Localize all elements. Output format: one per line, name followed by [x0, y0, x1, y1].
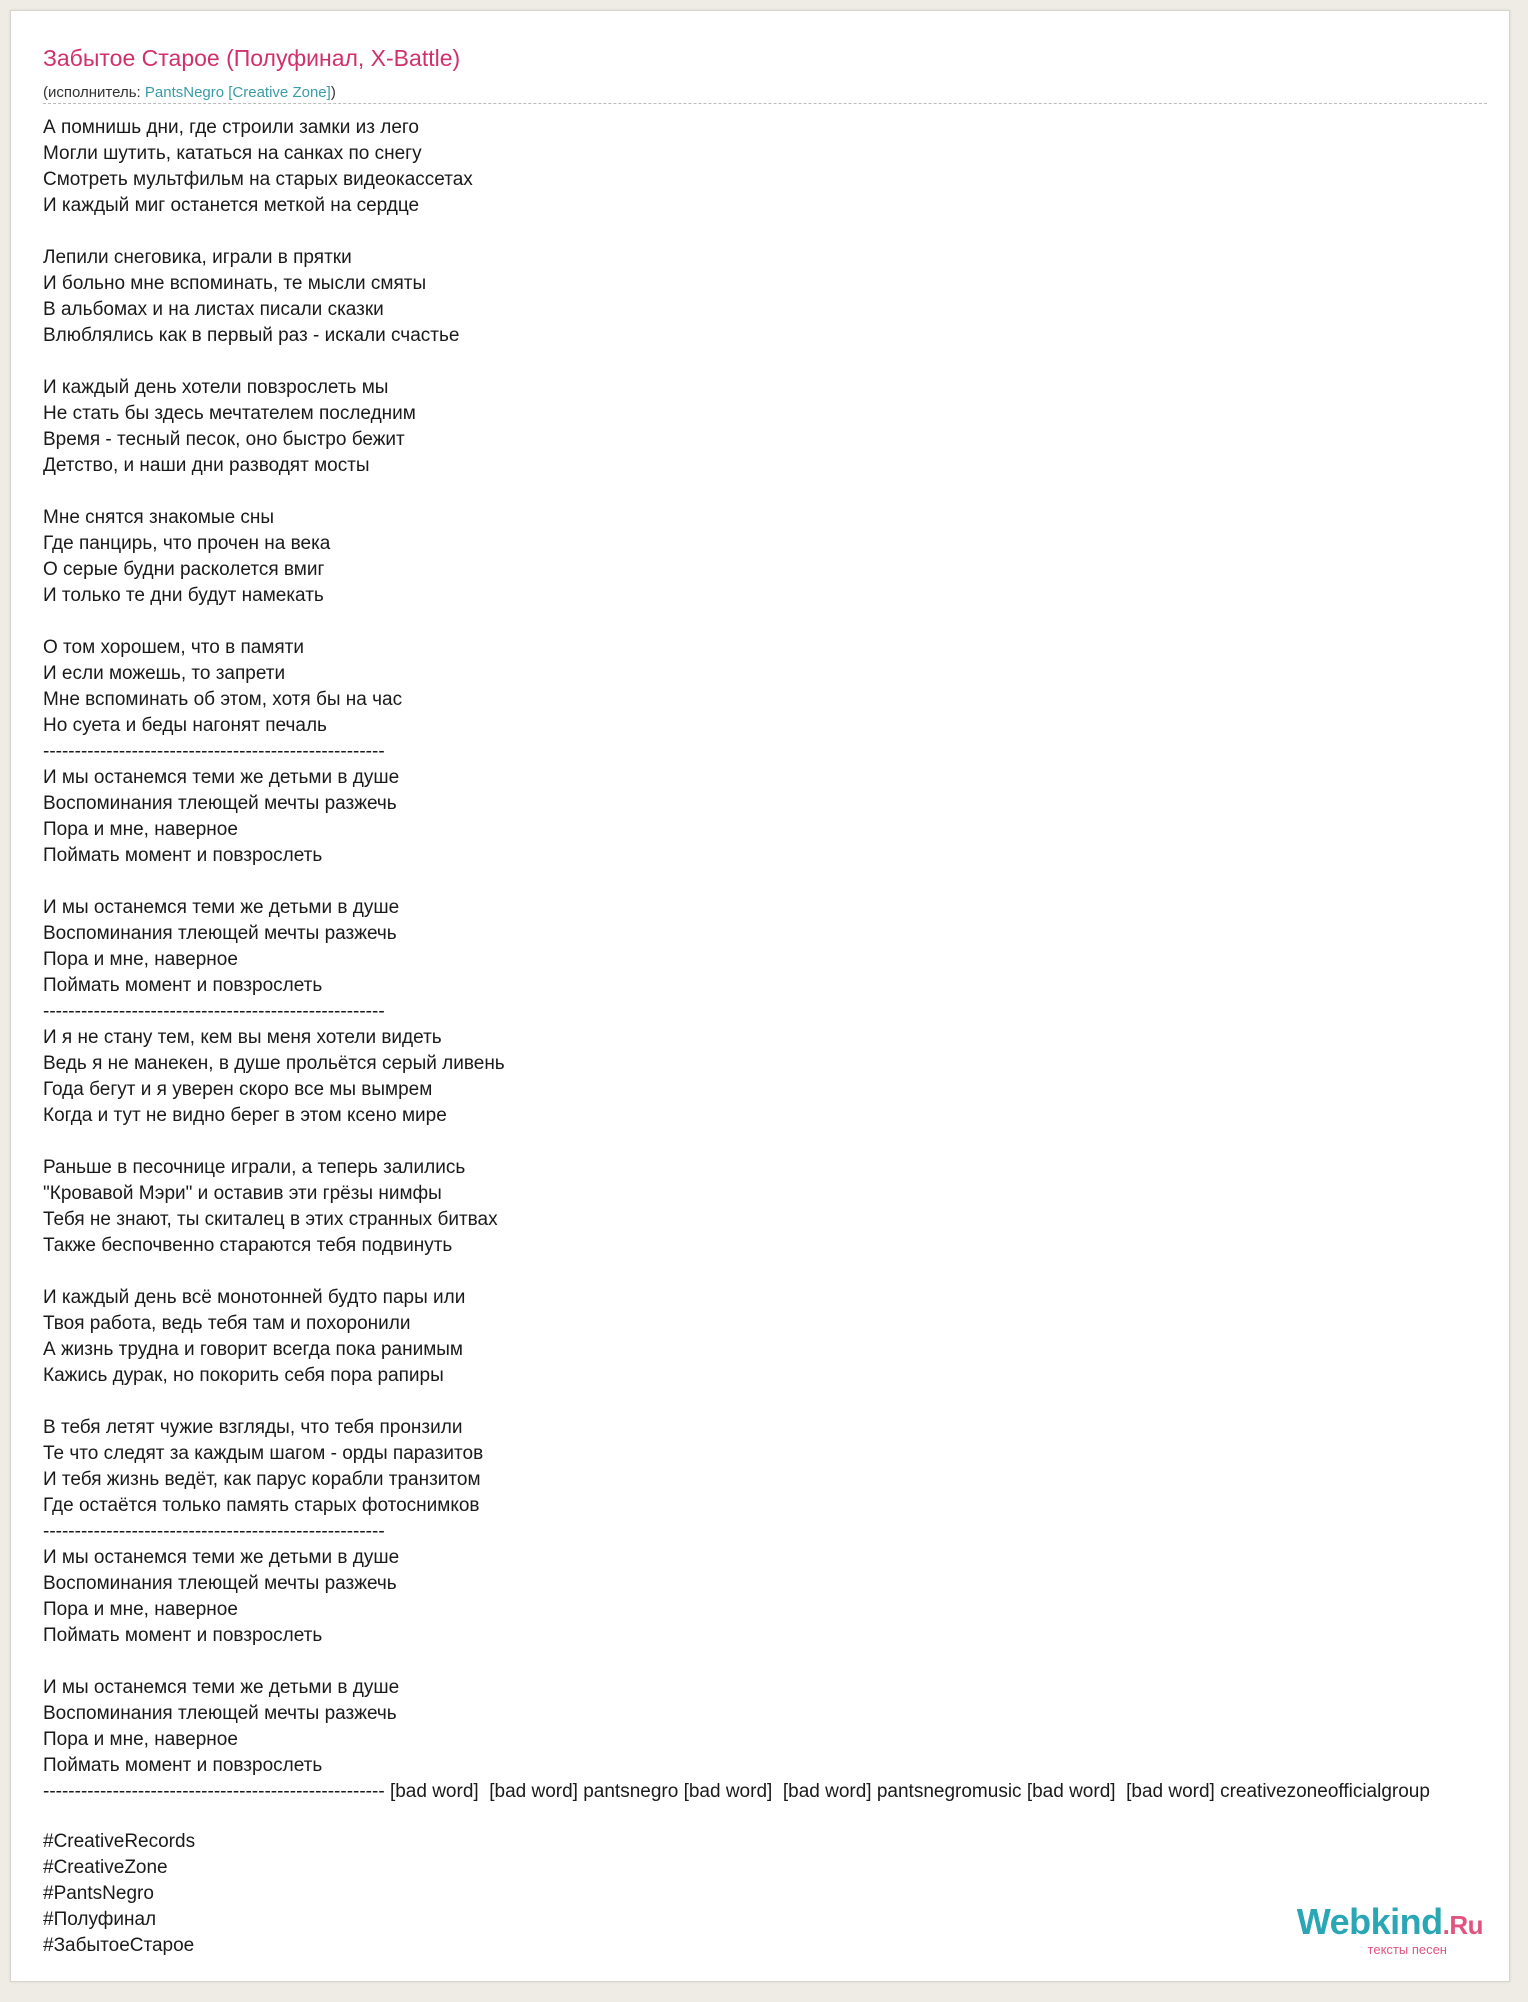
artist-link[interactable]: PantsNegro [Creative Zone] [144, 84, 331, 101]
lyric-line: Воспоминания тлеющей мечты разжечь [43, 793, 397, 814]
lyric-line: А помнишь дни, где строили замки из лего [43, 117, 419, 138]
lyric-line: ------------------------------------------------------ [bad word] [bad word] pantsnegro [bad word] [bad word] pantsnegromusic [bad word] [bad word] creativezoneofficialgroup [43, 1781, 1430, 1802]
artist-prefix: (исполнитель: [43, 84, 145, 101]
hashtag: #Полуфинал [43, 1909, 157, 1930]
hashtag: #CreativeRecords [43, 1831, 196, 1852]
lyric-line: Кажись дурак, но покорить себя пора рапиры [43, 1365, 444, 1386]
lyric-line: А жизнь трудна и говорит всегда пока ранимым [43, 1339, 463, 1360]
lyric-line: Также беспочвенно стараются тебя подвинуть [43, 1235, 453, 1256]
lyric-line: Твоя работа, ведь тебя там и похоронили [43, 1313, 411, 1334]
lyric-line: И тебя жизнь ведёт, как парус корабли транзитом [43, 1469, 481, 1490]
lyric-line: Поймать момент и повзрослеть [43, 1755, 323, 1776]
hashtag: #CreativeZone [43, 1857, 168, 1878]
lyric-line: Раньше в песочнице играли, а теперь залились [43, 1157, 466, 1178]
lyric-line: И каждый миг останется меткой на сердце [43, 195, 420, 216]
lyric-line: Время - тесный песок, оно быстро бежит [43, 429, 405, 450]
lyric-line: "Кровавой Мэри" и оставив эти грёзы нимфы [43, 1183, 442, 1204]
artist-line [43, 84, 336, 101]
lyric-line: ------------------------------------------------------ [43, 741, 385, 762]
lyric-line: Влюблялись как в первый раз - искали счастье [43, 325, 460, 346]
lyric-line: И мы останемся теми же детьми в душе [43, 897, 400, 918]
lyric-line: Где остаётся только память старых фотоснимков [43, 1495, 480, 1516]
lyric-line: Воспоминания тлеющей мечты разжечь [43, 1573, 397, 1594]
lyric-line: Смотреть мультфильм на старых видеокассетах [43, 169, 473, 190]
lyric-line: И каждый день всё монотонней будто пары или [43, 1287, 466, 1308]
lyric-line: Поймать момент и повзрослеть [43, 1625, 323, 1646]
lyric-line: ------------------------------------------------------ [43, 1521, 385, 1542]
lyric-line: Когда и тут не видно берег в этом ксено мире [43, 1105, 447, 1126]
lyric-line: В тебя летят чужие взгляды, что тебя пронзили [43, 1417, 463, 1438]
lyric-line: Пора и мне, наверное [43, 1599, 238, 1620]
lyric-line: Где панцирь, что прочен на века [43, 533, 331, 554]
lyric-line: Года бегут и я уверен скоро все мы вымрем [43, 1079, 433, 1100]
hashtag: #PantsNegro [43, 1883, 154, 1904]
lyric-line: И мы останемся теми же детьми в душе [43, 1547, 400, 1568]
lyric-line: Воспоминания тлеющей мечты разжечь [43, 1703, 397, 1724]
lyric-line: Поймать момент и повзрослеть [43, 845, 323, 866]
lyric-line: Пора и мне, наверное [43, 949, 238, 970]
lyric-line: И мы останемся теми же детьми в душе [43, 1677, 400, 1698]
lyric-line: Мне снятся знакомые сны [43, 507, 275, 528]
lyric-line: Воспоминания тлеющей мечты разжечь [43, 923, 397, 944]
artist-suffix: ) [330, 84, 336, 101]
hashtag: #ЗабытоеСтарое [43, 1935, 195, 1956]
lyric-line: И мы останемся теми же детьми в душе [43, 767, 400, 788]
lyric-line: И больно мне вспоминать, те мысли смяты [43, 273, 427, 294]
logo-suffix-text: .Ru [1442, 1910, 1483, 1940]
logo-main-text: Webkind [1296, 1901, 1443, 1942]
lyrics-text [43, 115, 1430, 1805]
lyric-line: ------------------------------------------------------ [43, 1001, 385, 1022]
lyric-line: Поймать момент и повзрослеть [43, 975, 323, 996]
lyric-line: Мне вспоминать об этом, хотя бы на час [43, 689, 403, 710]
lyric-line: Пора и мне, наверное [43, 819, 238, 840]
header-divider [43, 103, 1487, 104]
lyric-line: Тебя не знают, ты скиталец в этих странных битвах [43, 1209, 498, 1230]
lyric-line: О серые будни расколется вмиг [43, 559, 325, 580]
hashtag-list [43, 1829, 195, 1959]
lyric-line: И если можешь, то запрети [43, 663, 286, 684]
lyric-line: И я не стану тем, кем вы меня хотели видеть [43, 1027, 442, 1048]
lyric-line: И только те дни будут намекать [43, 585, 324, 606]
lyric-line: Пора и мне, наверное [43, 1729, 238, 1750]
logo-subtitle: тексты песен [1367, 1942, 1447, 1957]
page-sheet [10, 10, 1510, 1982]
lyric-line: Детство, и наши дни разводят мосты [43, 455, 370, 476]
lyric-line: Те что следят за каждым шагом - орды паразитов [43, 1443, 484, 1464]
song-title: Забытое Старое (Полуфинал, X-Battle) [43, 45, 461, 71]
lyric-line: Не стать бы здесь мечтателем последним [43, 403, 416, 424]
lyric-line: Ведь я не манекен, в душе прольётся серый ливень [43, 1053, 505, 1074]
lyric-line: Лепили снеговика, играли в прятки [43, 247, 352, 268]
webkind-logo[interactable] [1296, 1901, 1483, 1957]
lyric-line: И каждый день хотели повзрослеть мы [43, 377, 389, 398]
lyric-line: Но суета и беды нагонят печаль [43, 715, 327, 736]
lyric-line: О том хорошем, что в памяти [43, 637, 304, 658]
lyric-line: Могли шутить, кататься на санках по снегу [43, 143, 422, 164]
lyric-line: В альбомах и на листах писали сказки [43, 299, 384, 320]
